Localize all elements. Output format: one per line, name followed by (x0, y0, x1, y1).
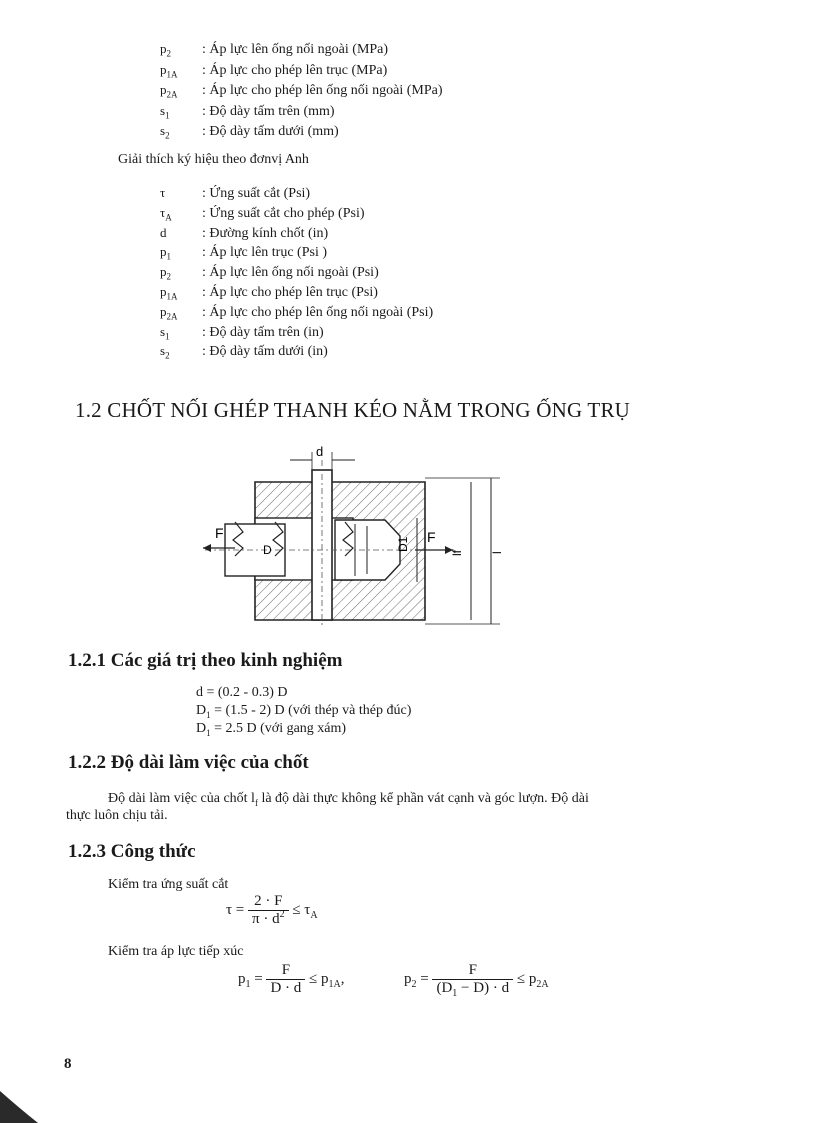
paragraph-working-length-cont: thực luôn chịu tải. (66, 808, 168, 823)
rule-d: d = (0.2 - 0.3) D (196, 685, 288, 700)
symbol: $p_{1A}$ (160, 61, 178, 80)
symbol: d (160, 224, 167, 240)
heading-1-2-3: 1.2.3 Công thức (68, 841, 196, 862)
symbol: $p_1$ (160, 244, 171, 262)
imp-row (160, 283, 378, 301)
rule-d1-cast-iron: $D_1 = 2.5$ D (với gang xám) (196, 721, 347, 738)
imperial-heading: Giải thích ký hiệu theo đơnvị Anh (118, 152, 309, 167)
si-row (160, 61, 387, 79)
symbol: τ (160, 185, 166, 200)
section-title: 1.2 CHỐT NỐI GHÉP THANH KÉO NẰM TRONG ỐNG TRỤ (75, 398, 631, 422)
symbol: $p_{1A}$ (160, 284, 178, 302)
scan-corner-mark (0, 1085, 40, 1123)
label-lf: lf (450, 550, 464, 556)
label-l: l (490, 551, 504, 554)
symbol-description: : Đường kính chốt (in) (202, 225, 329, 241)
label-f-right: F (427, 529, 436, 545)
imp-row (160, 323, 324, 341)
symbol: $p_2$ (160, 264, 171, 282)
label-d: d (316, 444, 324, 459)
symbol-description: : Độ dày tấm dưới (mm) (202, 124, 339, 139)
symbol: $s_1$ (160, 102, 170, 121)
si-row (160, 81, 443, 99)
imp-row (160, 243, 327, 261)
symbol: $s_1$ (160, 323, 170, 342)
imp-row (160, 224, 328, 242)
symbol-description: : Áp lực cho phép lên ống nối ngoài (Psi) (202, 304, 434, 320)
label-d1: D1 (396, 536, 410, 552)
label-d-inner: D (263, 543, 272, 557)
symbol: $p_{2A}$ (160, 82, 178, 100)
imp-row (160, 204, 365, 222)
symbol: $p_{2A}$ (160, 303, 178, 322)
symbol-description: : Độ dày tấm dưới (in) (202, 344, 328, 360)
formula-p1: $p_1$ = $\frac{F}{D \cdot d}$ ≤ $p_{1A}$, (238, 962, 345, 996)
page-number: 8 (64, 1056, 72, 1072)
formula-shear: τ = $\frac{2 \cdot F}{\pi \cdot d^2}$ ≤ $\tau_A$ (226, 893, 318, 927)
imp-row (160, 342, 328, 360)
heading-1-2-2: 1.2.2 Độ dài làm việc của chốt (68, 752, 309, 773)
label-check-shear: Kiểm tra ứng suất cắt (108, 877, 229, 892)
symbol: $p_2$ (160, 41, 171, 59)
symbol-description: : Áp lực lên trục (Psi ) (202, 245, 328, 261)
symbol-description: : Ứng suất cắt (Psi) (202, 186, 311, 201)
symbol: $s_2$ (160, 343, 170, 361)
symbol: $\tau_A$ (160, 204, 172, 223)
label-check-contact: Kiểm tra áp lực tiếp xúc (108, 944, 244, 959)
symbol-description: : Ứng suất cắt cho phép (Psi) (202, 205, 365, 221)
symbol-description: : Độ dày tấm trên (in) (202, 324, 324, 340)
symbol-description: : Áp lực cho phép lên ống nối ngoài (MPa) (202, 83, 443, 98)
symbol-description: : Áp lực lên ống nối ngoài (MPa) (202, 42, 389, 57)
heading-1-2-1: 1.2.1 Các giá trị theo kinh nghiệm (68, 650, 343, 671)
si-row (160, 40, 388, 58)
imp-row (160, 303, 433, 321)
symbol-description: : Áp lực cho phép lên trục (Psi) (202, 285, 378, 300)
symbol-description: : Độ dày tấm trên (mm) (202, 103, 335, 119)
symbol-description: : Áp lực cho phép lên trục (MPa) (202, 62, 388, 78)
paragraph-working-length: Độ dài làm việc của chốt $l_f$ là độ dài thực không kể phần vát cạnh và góc lượn. Độ dài (108, 791, 589, 808)
si-row (160, 102, 335, 120)
symbol: $s_2$ (160, 123, 170, 141)
imp-row (160, 184, 310, 202)
pin-joint-figure (195, 440, 515, 630)
symbol-description: : Áp lực lên ống nối ngoài (Psi) (202, 265, 379, 281)
si-row (160, 122, 339, 140)
rule-d1-steel: $D_1 = (1.5 - 2)$ D (với thép và thép đúc) (196, 703, 412, 720)
formula-p2: $p_2$ = $\frac{F}{(D_1 - D) \cdot d}$ ≤ $p_{2A}$ (404, 962, 549, 999)
label-f-left: F (215, 525, 224, 541)
imp-row (160, 263, 379, 281)
